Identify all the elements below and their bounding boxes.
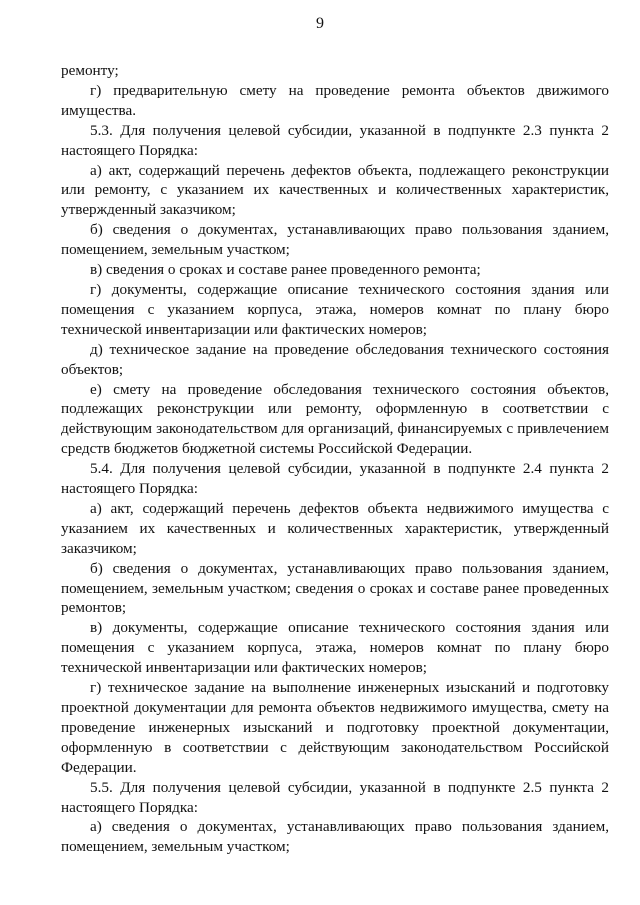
paragraph: 5.4. Для получения целевой субсидии, указанной в подпункте 2.4 пункта 2 настоящего Порядка: <box>61 460 609 498</box>
paragraph: 5.3. Для получения целевой субсидии, указанной в подпункте 2.3 пункта 2 настоящего Порядка: <box>61 121 609 159</box>
paragraph: а) сведения о документах, устанавливающих право пользования зданием, помещением, земельным участком; <box>61 818 609 856</box>
paragraph: е) смету на проведение обследования технического состояния объектов, подлежащих реконструкции или ремонту, оформленную в соответствии с действующим законодательством для организаций, финансируемых с привлечением средств бюджетов бюджетной системы Российской Федерации. <box>61 380 609 458</box>
paragraph: д) техническое задание на проведение обследования технического состояния объектов; <box>61 340 609 378</box>
paragraph: г) предварительную смету на проведение ремонта объектов движимого имущества. <box>61 81 609 119</box>
paragraph: б) сведения о документах, устанавливающих право пользования зданием, помещением, земельным участком; сведения о сроках и составе ранее проведенных ремонтов; <box>61 559 609 617</box>
paragraph: в) сведения о сроках и составе ранее проведенного ремонта; <box>90 261 481 279</box>
paragraph: а) акт, содержащий перечень дефектов объекта, подлежащего реконструкции или ремонту, с указанием их качественных и количественных характеристик, утвержденный заказчиком; <box>61 161 609 219</box>
paragraph: а) акт, содержащий перечень дефектов объекта недвижимого имущества с указанием их качественных и количественных характеристик, утвержденный заказчиком; <box>61 499 609 557</box>
paragraph: ремонту; <box>61 62 119 79</box>
paragraph: г) документы, содержащие описание технического состояния здания или помещения с указанием корпуса, этажа, номеров комнат по плану бюро технической инвентаризации или фактических номеров; <box>61 280 609 338</box>
document-body <box>61 61 609 857</box>
page-number: 9 <box>316 15 324 32</box>
paragraph: в) документы, содержащие описание технического состояния здания или помещения с указанием корпуса, этажа, номеров комнат по плану бюро технической инвентаризации или фактических номеров; <box>61 619 609 677</box>
paragraph: б) сведения о документах, устанавливающих право пользования зданием, помещением, земельным участком; <box>61 221 609 259</box>
paragraph: 5.5. Для получения целевой субсидии, указанной в подпункте 2.5 пункта 2 настоящего Порядка: <box>61 778 609 816</box>
paragraph: г) техническое задание на выполнение инженерных изысканий и подготовку проектной документации для ремонта объектов недвижимого имущества, смету на проведение инженерных изысканий и подготовку проектной документации, оформленную в соответствии с действующим законодательством Российской Федерации. <box>61 679 609 776</box>
